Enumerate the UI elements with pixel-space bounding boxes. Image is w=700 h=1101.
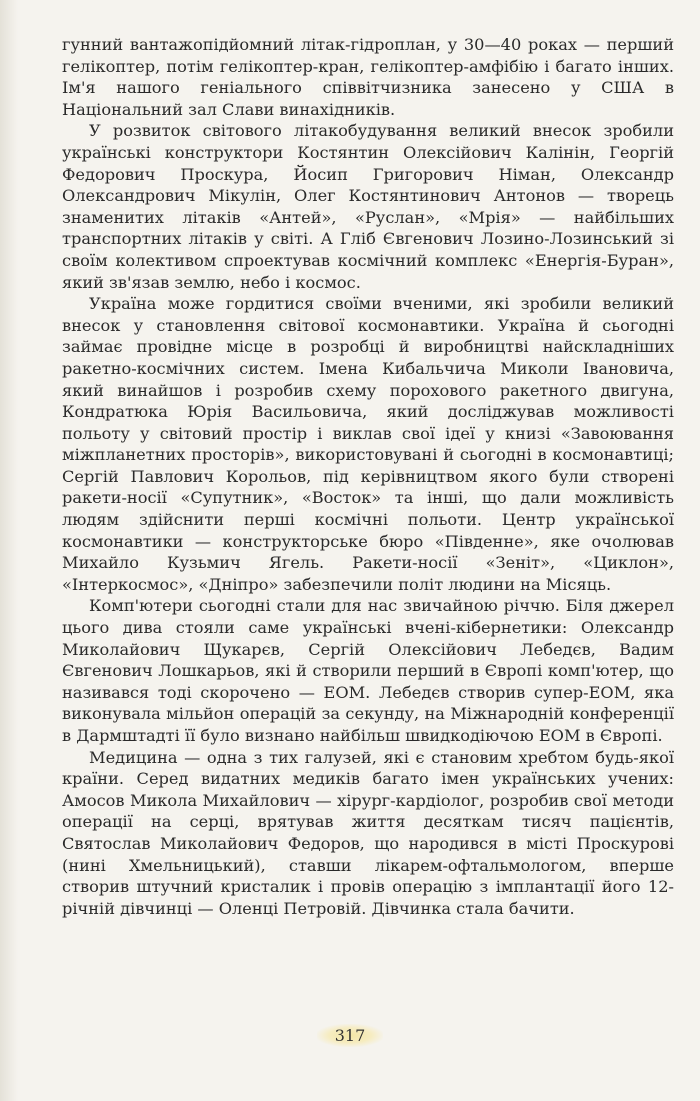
- page-number-label: 317: [317, 1024, 384, 1047]
- paragraph-medicine: Медицина — одна з тих галузей, які є становим хребтом будь-якої країни. Серед видатних медиків багато імен українських учених: Амосов Микола Михайлович — хірург-кардіолог, розробив свої методи операції на серці, врятував життя десяткам тисяч пацієнтів, Святослав Миколайович Федоров, що народився в місті Проскурові (нині Хмельницький), ставши лікарем-офтальмологом, вперше створив штучний кристалик і провів операцію з імплантації його 12-річній дівчинці — Оленці Петровій. Дівчинка стала бачити.: [62, 747, 674, 918]
- paragraph-cosmonautics: Україна може гордитися своїми вченими, які зробили великий внесок у становлення світової космонавтики. Україна й сьогодні займає провідне місце в розробці й виробництві найскладніших ракетно-космічних систем. Імена Кибальчича Миколи Івановича, який винайшов і розробив схему порохового ракетного двигуна, Кондратюка Юрія Васильовича, який досліджував можливості польоту у світовий простір і виклав свої ідеї у книзі «Завоювання міжпланетних просторів», використовувані й сьогодні в космонавтиці; Сергій Павлович Корольов, під керівництвом якого були створені ракети-носії «Супутник», «Восток» та інші, що дали можливість людям здійснити перші космічні польоти. Центр української космонавтики — конструкторське бюро «Південне», яке очолював Михайло Кузьмич Ягель. Ракети-носії «Зеніт», «Циклон», «Інтеркосмос», «Дніпро» забезпечили політ людини на Місяць.: [62, 294, 674, 594]
- paragraph-aircraft-designers: У розвиток світового літакобудування великий внесок зробили українські конструктори Костянтин Олексійович Калінін, Георгій Федорович Проскура, Йосип Григорович Німан, Олександр Олександрович Мікулін, Олег Костянтинович Антонов — творець знаменитих літаків «Антей», «Руслан», «Мрія» — найбільших транспортних літаків у світі. А Гліб Євгенович Лозино-Лозинський зі своїм колективом спроектував космічний комплекс «Енергія-Буран», який зв'язав землю, небо і космос.: [62, 121, 674, 292]
- body-text: [62, 34, 674, 919]
- paragraph-computers: Комп'ютери сьогодні стали для нас звичайною річчю. Біля джерел цього дива стояли саме українські вчені-кібернетики: Олександр Миколайович Щукарєв, Сергій Олексійович Лебедєв, Вадим Євгенович Лошкарьов, які й створили перший в Європі комп'ютер, що називався тоді скорочено — ЕОМ. Лебедєв створив супер-ЕОМ, яка виконувала мільйон операцій за секунду, на Міжнародній конференції в Дармштадті її було визнано найбільш швидкодіючою ЕОМ в Європі.: [62, 596, 674, 745]
- paragraph-aviation-continued: гунний вантажопідйомний літак-гідроплан, у 30—40 роках — перший гелікоптер, потім гелікоптер-кран, гелікоптер-амфібію і багато інших. Ім'я нашого геніального співвітчизника занесено у США в Національний зал Слави винахідників.: [62, 35, 674, 119]
- page-number: [0, 1024, 700, 1047]
